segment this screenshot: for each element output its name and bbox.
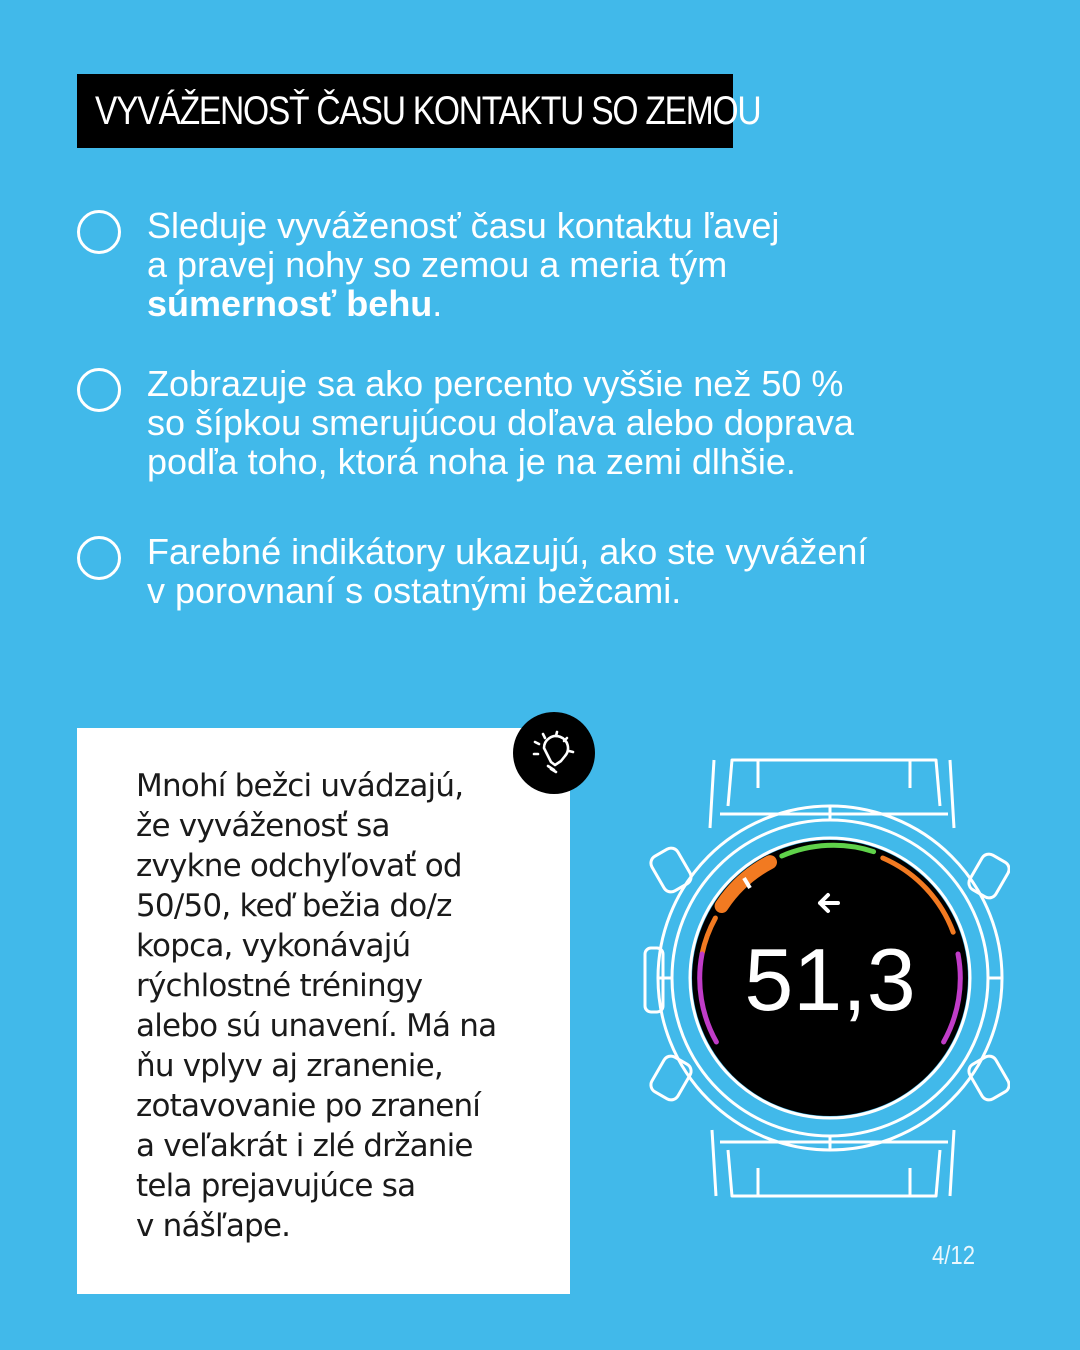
bullet-text: Zobrazuje sa ako percento vyššie než 50 % so šípkou smerujúcou doľava alebo doprava podľa toho, ktorá noha je na zemi dlhšie.: [147, 363, 854, 482]
bullet-circle-icon: [77, 536, 121, 580]
bullet-text: Sleduje vyváženosť času kontaktu ľavej a pravej nohy so zemou a meria tým súmernosť behu.: [147, 205, 780, 324]
watch-illustration: [640, 758, 1010, 1198]
title-banner: [77, 74, 761, 148]
lightbulb-icon: [513, 712, 595, 794]
bullet-item-3: [77, 532, 967, 610]
balance-value: 51,3: [744, 930, 916, 1029]
bullet-circle-icon: [77, 210, 121, 254]
bullet-circle-icon: [77, 368, 121, 412]
bullet-text: Farebné indikátory ukazujú, ako ste vyvážení v porovnaní s ostatnými bežcami.: [147, 531, 868, 611]
page-indicator: 4/12: [932, 1240, 976, 1270]
bullet-item-2: [77, 364, 967, 481]
bullet-item-1: [77, 206, 967, 323]
page-title: VYVÁŽENOSŤ ČASU KONTAKTU SO ZEMOU: [95, 88, 761, 133]
tip-text: Mnohí bežci uvádzajú, že vyváženosť sa zvykne odchyľovať od 50/50, keď bežia do/z kopca, vykonávajú rýchlostné tréningy alebo sú unavení. Má na ňu vplyv aj zranenie, zotavovanie po zranení a veľakrát i zlé držanie tela prejavujúce sa v nášľape.: [136, 768, 497, 1244]
emphasis-text: súmernosť behu: [147, 283, 433, 324]
tip-card: [77, 728, 570, 1294]
